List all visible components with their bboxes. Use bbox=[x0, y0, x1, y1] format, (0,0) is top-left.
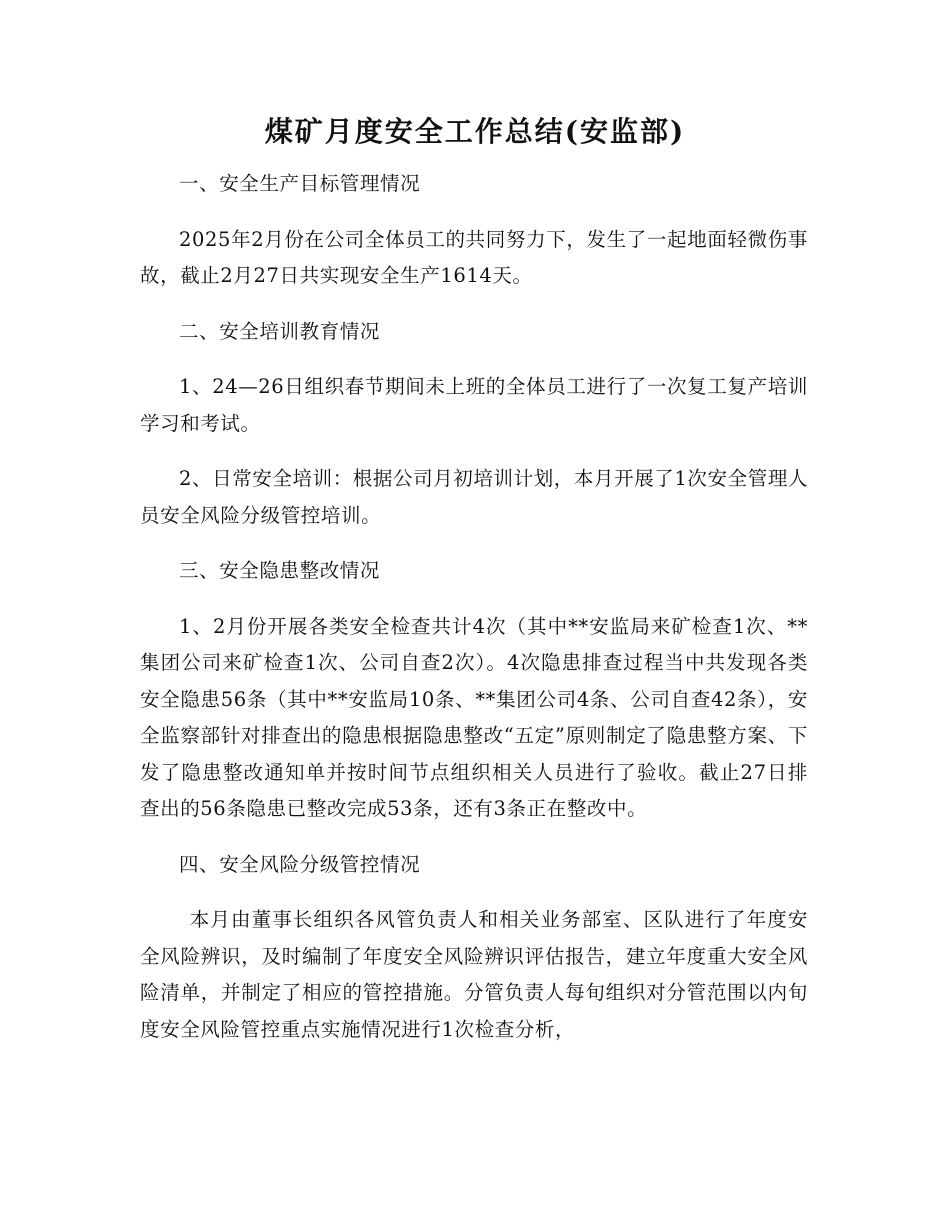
section-heading-3: 三、安全隐患整改情况 bbox=[179, 559, 381, 582]
section-heading-4: 四、安全风险分级管控情况 bbox=[179, 852, 421, 876]
section-4-paragraph-1: 本月由董事长组织各风管负责人和相关业务部室、区队进行了年度安全风险辨识，及时编制了年度安全风险辨识评估报告，建立年度重大安全风险清单，并制定了相应的管控措施。分管负责人每旬组织对分管范围以内旬度安全风险管控重点实施情况进行1次检查分析， bbox=[140, 908, 808, 1041]
section-2-paragraph-2: 2、日常安全培训：根据公司月初培训计划，本月开展了1次安全管理人员安全风险分级管控培训。 bbox=[140, 467, 809, 527]
section-heading-2: 二、安全培训教育情况 bbox=[179, 319, 381, 343]
section-1-paragraph-1: 2025年2月份在公司全体员工的共同努力下，发生了一起地面轻微伤事故，截止2月27日共实现安全生产1614天。 bbox=[140, 227, 808, 287]
section-3-paragraph-1: 1、2月份开展各类安全检查共计4次（其中**安监局来矿检查1次、**集团公司来矿检查1次、公司自查2次）。4次隐患排查过程当中共发现各类安全隐患56条（其中**安监局10条、**集团公司4条、公司自查42条），安全监察部针对排查出的隐患根据隐患整改“五定”原则制定了隐患整方案、下发了隐患整改通知单并按时间节点组织相关人员进行了验收。截止27日排查出的56条隐患已整改完成53条，还有3条正在整改中。 bbox=[140, 614, 808, 820]
section-2-paragraph-1: 1、24—26日组织春节期间未上班的全体员工进行了一次复工复产培训学习和考试。 bbox=[140, 375, 808, 435]
section-heading-1: 一、安全生产目标管理情况 bbox=[179, 172, 421, 195]
document-body bbox=[140, 166, 808, 1067]
document-title: 煤矿月度安全工作总结(安监部) bbox=[264, 115, 686, 148]
